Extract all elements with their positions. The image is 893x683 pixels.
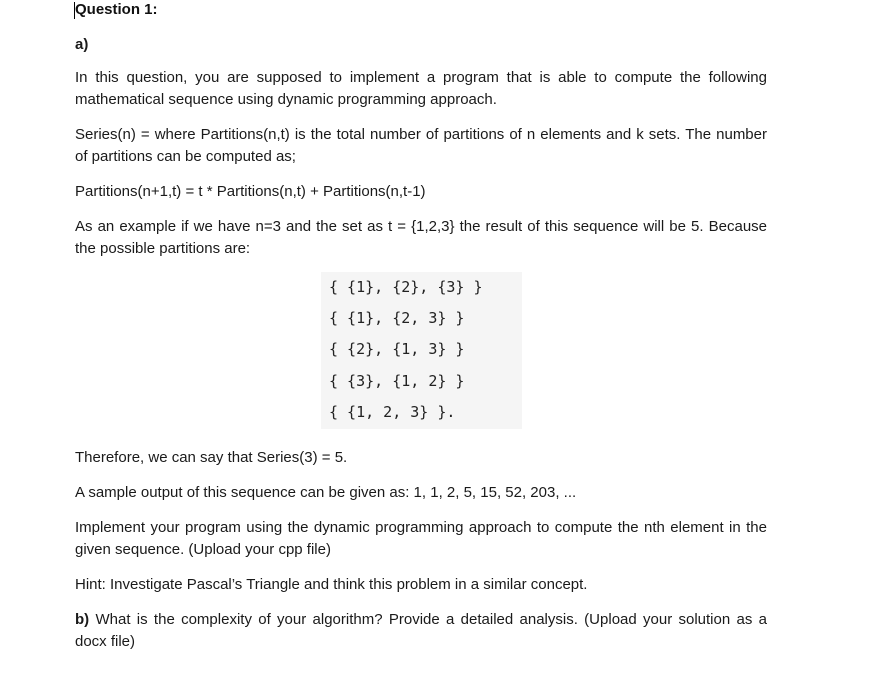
implement-paragraph: Implement your program using the dynamic programming approach to compute the nth element in the given sequence. (Upload your cpp file) — [75, 519, 767, 558]
part-b-label: b) — [75, 611, 90, 628]
partition-line: { {1}, {2, 3} } — [329, 309, 465, 327]
formula-line: Partitions(n+1,t) = t * Partitions(n,t) + Partitions(n,t-1) — [75, 183, 426, 200]
sample-output-line: A sample output of this sequence can be given as: 1, 1, 2, 5, 15, 52, 203, ... — [75, 484, 577, 501]
part-b-paragraph — [75, 609, 767, 653]
partition-line: { {3}, {1, 2} } — [329, 372, 465, 390]
partition-line: { {2}, {1, 3} } — [329, 340, 465, 358]
hint-line: Hint: Investigate Pascal’s Triangle and think this problem in a similar concept. — [75, 576, 588, 593]
part-b-text: What is the complexity of your algorithm? Provide a detailed analysis. (Upload your solution as a docx file) — [75, 611, 767, 650]
partition-line: { {1, 2, 3} }. — [329, 403, 456, 421]
intro-paragraph: In this question, you are supposed to implement a program that is able to compute the following mathematical sequence using dynamic programming approach. — [75, 69, 767, 108]
series-definition-paragraph: Series(n) = where Partitions(n,t) is the total number of partitions of n elements and k sets. The number of partitions can be computed as; — [75, 126, 767, 165]
part-a-label: a) — [75, 36, 89, 53]
partition-line: { {1}, {2}, {3} } — [329, 278, 483, 296]
partitions-code-block — [321, 272, 522, 429]
example-paragraph: As an example if we have n=3 and the set as t = {1,2,3} the result of this sequence will be 5. Because the possible partitions are: — [75, 218, 767, 257]
question-title: Question 1: — [75, 1, 158, 18]
conclusion-line: Therefore, we can say that Series(3) = 5. — [75, 449, 348, 466]
